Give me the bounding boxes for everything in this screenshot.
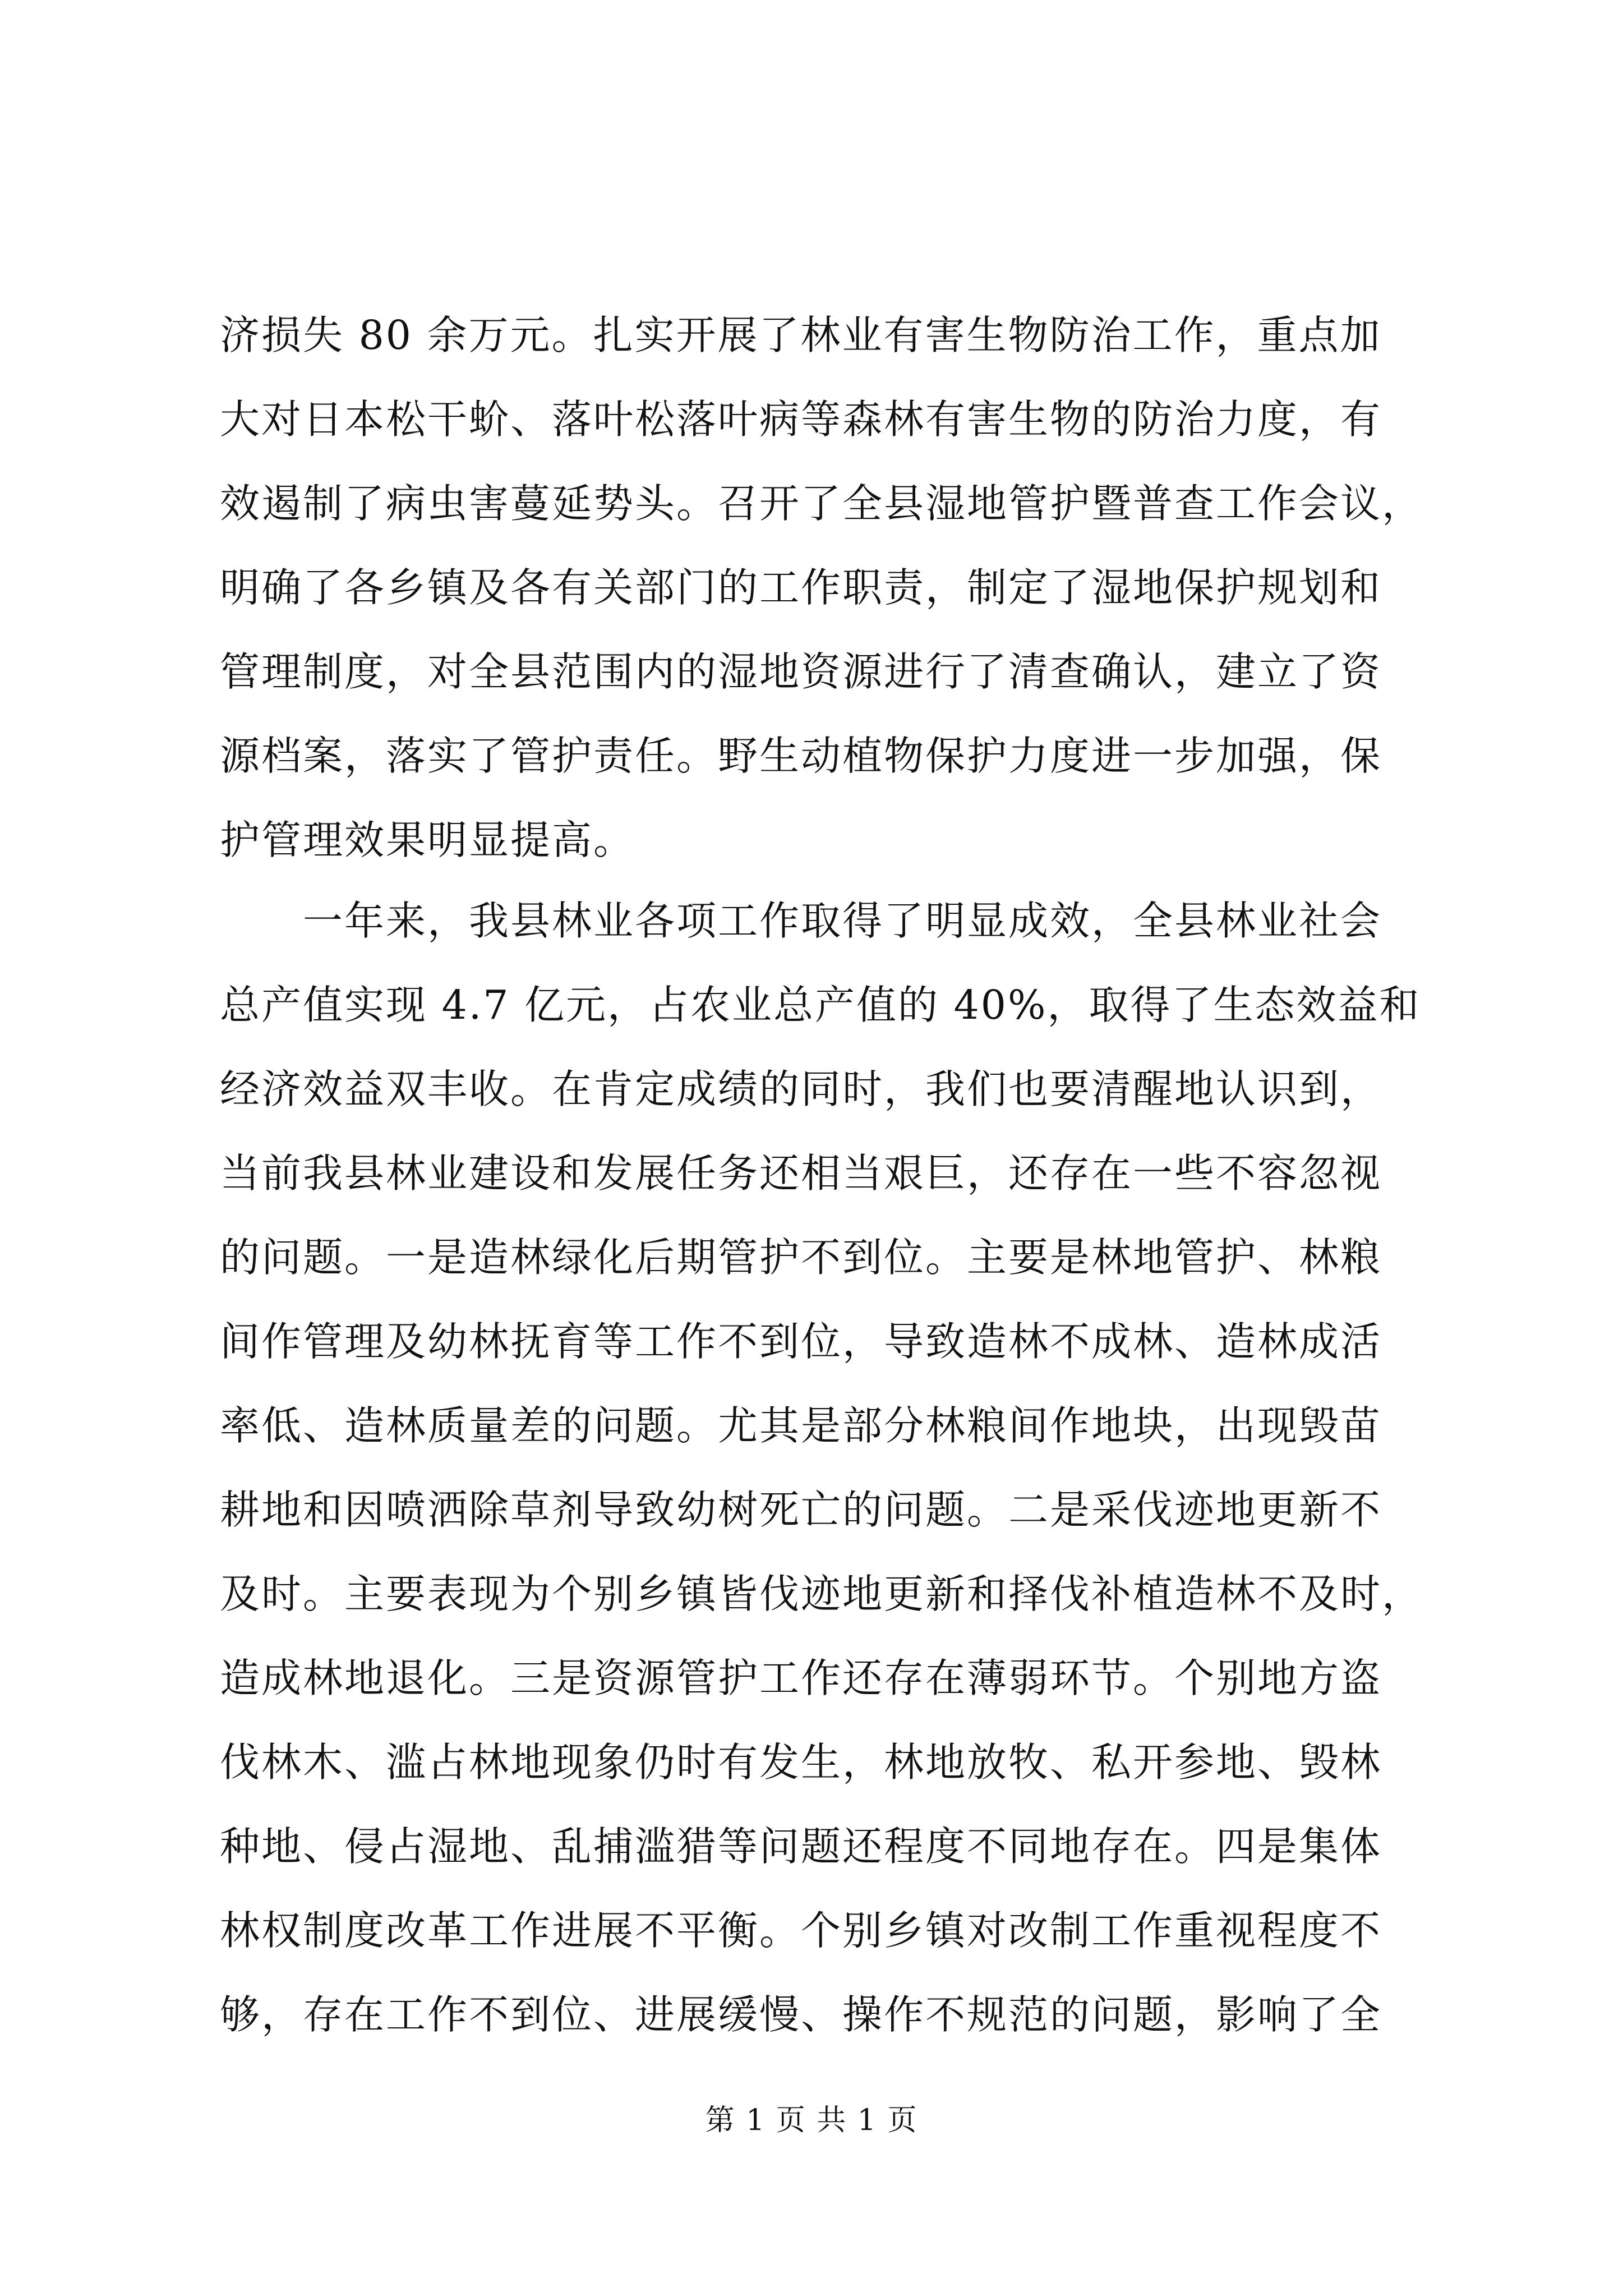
text-line: 大对日本松干蚧、落叶松落叶病等森林有害生物的防治力度，有 [220,396,1382,443]
text-line: 林权制度改革工作进展不平衡。个别乡镇对改制工作重视程度不 [220,1907,1382,1954]
text-line: 济损失 80 余万元。扎实开展了林业有害生物防治工作，重点加 [220,312,1382,358]
text-line: 管理制度，对全县范围内的湿地资源进行了清查确认，建立了资 [220,648,1382,695]
text-line: 耕地和因喷洒除草剂导致幼树死亡的问题。二是采伐迹地更新不 [220,1487,1382,1533]
text-line: 总产值实现 4.7 亿元，占农业总产值的 40%，取得了生态效益和 [220,982,1421,1028]
text-line: 种地、侵占湿地、乱捕滥猎等问题还程度不同地存在。四是集体 [220,1823,1382,1870]
text-line: 伐林木、滥占林地现象仍时有发生，林地放牧、私开参地、毁林 [220,1739,1382,1786]
text-line: 间作管理及幼林抚育等工作不到位，导致造林不成林、造林成活 [220,1318,1382,1365]
text-line: 及时。主要表现为个别乡镇皆伐迹地更新和择伐补植造林不及时， [220,1571,1424,1617]
text-line: 造成林地退化。三是资源管护工作还存在薄弱环节。个别地方盗 [220,1655,1382,1701]
text-line: 的问题。一是造林绿化后期管护不到位。主要是林地管护、林粮 [220,1234,1382,1281]
text-line: 率低、造林质量差的问题。尤其是部分林粮间作地块，出现毁苗 [220,1402,1382,1449]
text-line: 一年来，我县林业各项工作取得了明显成效，全县林业社会 [303,898,1382,944]
text-line: 源档案，落实了管护责任。野生动植物保护力度进一步加强，保 [220,733,1382,779]
page-number-footer: 第 1 页 共 1 页 [705,2104,918,2137]
text-line: 经济效益双丰收。在肯定成绩的同时，我们也要清醒地认识到， [220,1066,1382,1112]
text-line: 效遏制了病虫害蔓延势头。召开了全县湿地管护暨普查工作会议， [220,480,1424,527]
text-line: 护管理效果明显提高。 [220,817,635,863]
text-line: 够，存在工作不到位、进展缓慢、操作不规范的问题，影响了全 [220,1991,1382,2038]
text-line: 当前我县林业建设和发展任务还相当艰巨，还存在一些不容忽视 [220,1150,1382,1197]
text-line: 明确了各乡镇及各有关部门的工作职责，制定了湿地保护规划和 [220,564,1382,611]
